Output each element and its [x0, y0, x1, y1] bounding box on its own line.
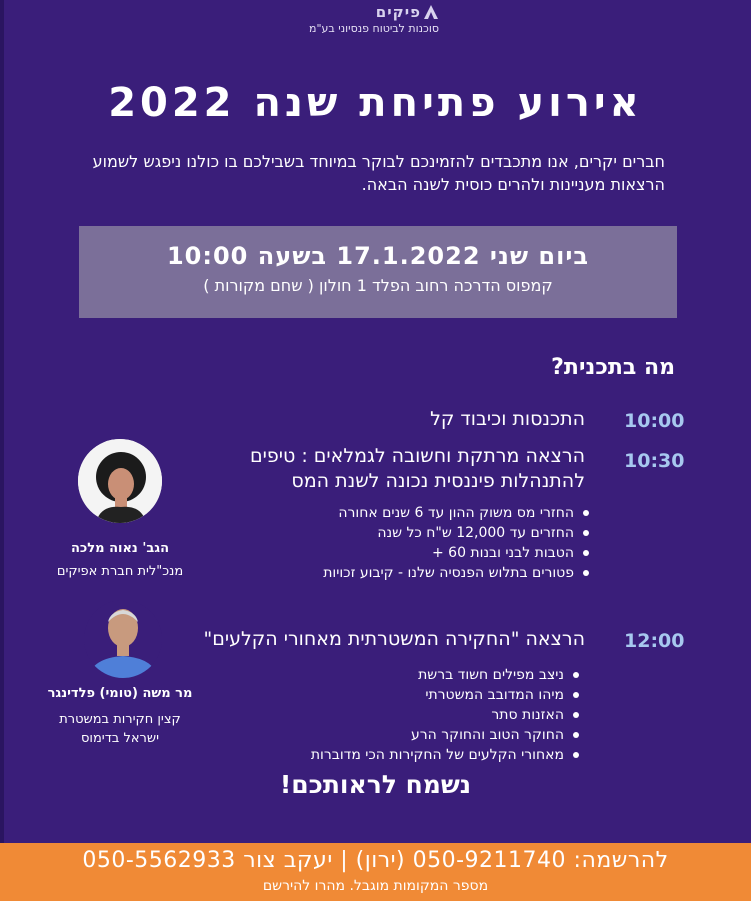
program-heading: מה בתכנית?: [551, 355, 675, 380]
list-item: הטבות לבני ובנות 60 +: [213, 543, 593, 563]
speaker-role: ישראל בדימוס: [81, 731, 159, 746]
list-item: החזרי מס משוק ההון עד 6 שנים אחורה: [213, 503, 593, 523]
agenda-bullet-list: [213, 503, 593, 583]
agenda-item-text: הרצאה מרתקת וחשובה לגמלאים : טיפים להתנהלות פיננסית נכונה לשנת המס: [249, 445, 585, 492]
speaker-name: הגב' נאוה מלכה: [70, 541, 169, 556]
agenda-time: 12:00: [624, 630, 685, 652]
event-date: ביום שני 17.1.2022 בשעה 10:00: [166, 242, 590, 270]
speaker-role: קצין חקירות במשטרת: [59, 712, 181, 727]
agenda-bullet-list: [223, 665, 583, 765]
man-portrait-icon: [84, 600, 162, 678]
list-item: החזרים עד 12,000 ש"ח כל שנה: [213, 523, 593, 543]
agenda-item-text: התכנסות וכיבוד קל: [430, 408, 585, 430]
left-edge: [0, 0, 4, 901]
agenda-time: 10:30: [624, 450, 685, 472]
intro-paragraph: חברים יקרים, אנו מתכבדים להזמינכם לבוקר במיוחד בשבילכם בו כולנו ניפגש לשמוע הרצאות מעניינות ולהרים כוסית לשנה הבאה.: [92, 152, 665, 194]
list-item: מאחורי הקלעים של החקירות הכי מדוברות: [223, 745, 583, 765]
list-item: מיהו המדובב המשטרתי: [223, 685, 583, 705]
registration-note: מספר המקומות מוגבל. מהרו להירשם: [262, 878, 489, 894]
event-location: קמפוס הדרכה רחוב הפלד 1 חולון ( שחם מקורות ): [203, 276, 553, 295]
speaker-photo: [84, 600, 162, 678]
speaker-role: מנכ"לית חברת אפיקים: [56, 564, 184, 579]
speaker-photo: [78, 439, 162, 523]
agenda-time: 10:00: [624, 410, 685, 432]
registration-footer: [0, 843, 751, 901]
list-item: ניצב מפילים חשוד ברשת: [223, 665, 583, 685]
logo-brand: פיקים: [375, 3, 421, 21]
speaker-name: מר משה (טומי) פלדינגר: [47, 686, 193, 701]
closing-text: נשמח לראותכם!: [279, 770, 472, 799]
list-item: פטורים בתלוש הפנסיה שלנו - קיבוע זכויות: [213, 563, 593, 583]
logo-a-icon: [423, 4, 439, 20]
company-logo: [309, 3, 439, 35]
list-item: האזנות סתר: [223, 705, 583, 725]
woman-portrait-icon: [78, 439, 162, 523]
page-title: אירוע פתיחת שנה 2022: [108, 80, 643, 126]
registration-phones: להרשמה: 050-9211740 (ירון) | יעקב צור 050-5562933: [82, 848, 669, 873]
logo-subtitle: סוכנות לביטוח פנסיוני בע"מ: [309, 22, 439, 35]
event-details-box: [79, 226, 677, 318]
list-item: החוקר הטוב והחוקר הרע: [223, 725, 583, 745]
agenda-item-text: הרצאה "החקירה המשטרתית מאחורי הקלעים": [203, 628, 585, 650]
